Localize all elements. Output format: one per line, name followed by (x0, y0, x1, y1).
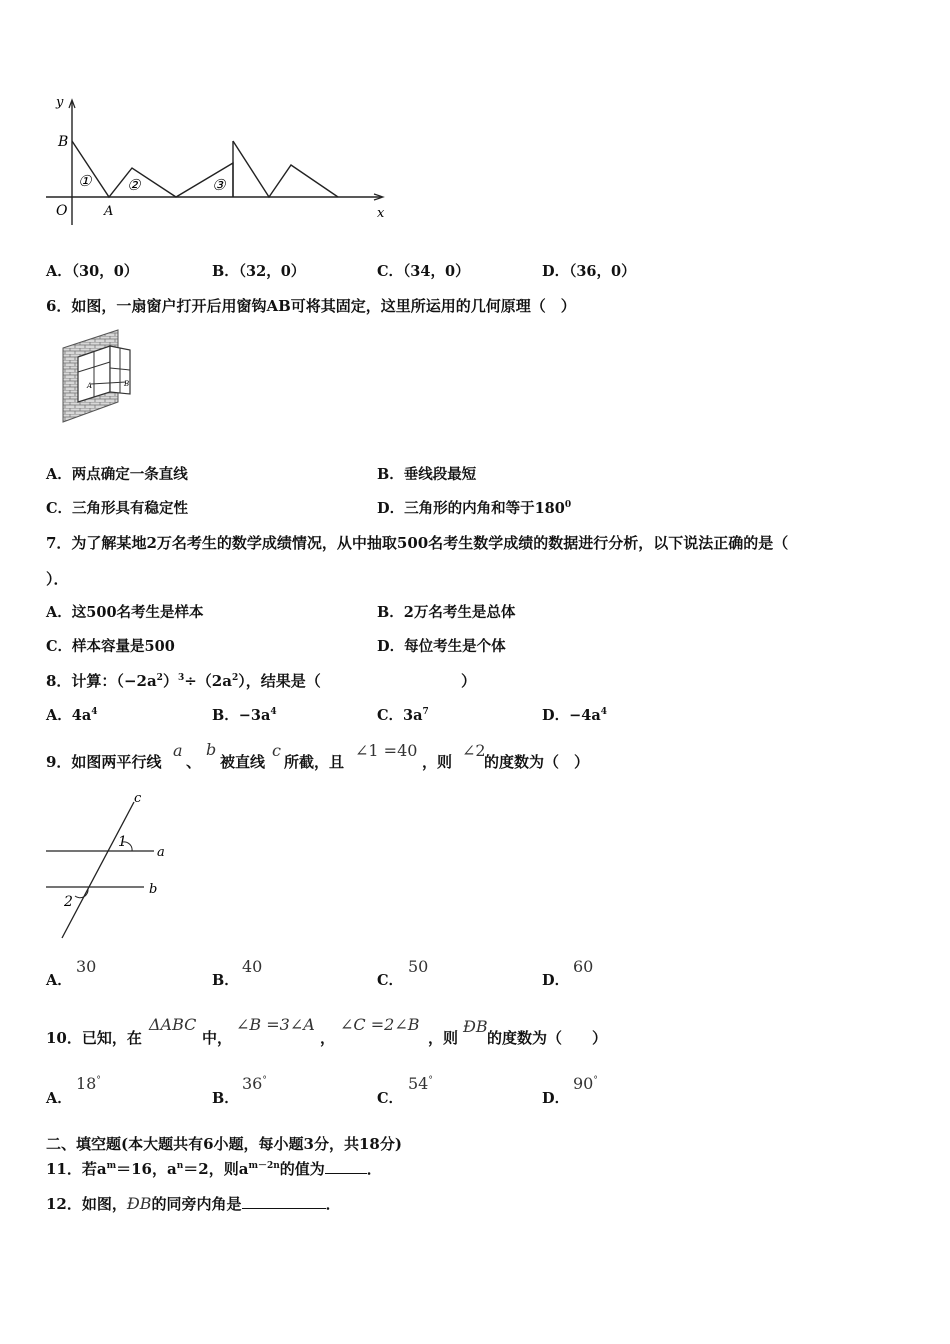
q5-option-b[interactable] (212, 260, 305, 281)
q9-angle2: ∠2 (462, 741, 486, 760)
exponent: 2 (156, 673, 163, 683)
exponent: m (106, 1161, 117, 1171)
option-text: 三角形的内角和等于180 (404, 500, 565, 517)
q9-var-c: c (272, 741, 281, 760)
q9-stem-e: 的度数为（ ） (484, 753, 590, 771)
q9-option-c-value: 50 (408, 957, 429, 976)
q10-stem-a: 10．已知，在 (46, 1029, 142, 1047)
q9-var-b: b (206, 740, 217, 759)
q12-part: ． (325, 1195, 341, 1213)
exponent: 2 (231, 673, 239, 683)
graph-a-label: A (104, 204, 114, 219)
q7-stem-line1: 7．为了解某地2万名考生的数学成绩情况，从中抽取500名考生数学成绩的数据进行分析，以下说法正确的是（ (46, 534, 789, 552)
q5-option-a[interactable] (46, 260, 138, 281)
option-text: −3a (238, 707, 271, 724)
q9-angle1: ∠1 =40 (355, 741, 418, 760)
graph-x-label: x (377, 206, 385, 221)
option-text: 2万名考生是总体 (403, 604, 516, 621)
q10-cond1: ∠B =3∠A (236, 1015, 315, 1034)
q8-option-b[interactable] (212, 704, 277, 725)
option-text: 4a (71, 707, 92, 724)
exponent: n (176, 1161, 184, 1171)
q7-option-a[interactable] (46, 601, 204, 622)
exponent: 4 (270, 707, 277, 718)
q9-var-a: a (173, 741, 183, 760)
q9-option-d[interactable]: D． (542, 972, 570, 989)
q6-window-figure (58, 330, 148, 425)
option-text: 36 (242, 1074, 263, 1093)
q12-line (46, 1193, 341, 1214)
q6-option-a[interactable] (46, 463, 188, 484)
option-text: （36，0） (569, 263, 636, 280)
graph-region-2: ② (127, 176, 141, 194)
degree-sup: ° (428, 1075, 433, 1086)
window-label-a: A (87, 382, 93, 390)
option-text: 垂线段最短 (403, 466, 477, 483)
degree-sup: ° (262, 1075, 267, 1086)
graph-region-3: ③ (212, 176, 226, 194)
q10-option-a-value (76, 1074, 101, 1093)
q10-angle-b: ÐB (463, 1017, 488, 1036)
option-text: （34，0） (403, 263, 470, 280)
q8-stem-part: 8．计算：（−2a (46, 672, 157, 690)
option-letter: A． (46, 466, 72, 483)
option-letter: B． (212, 263, 239, 280)
option-text: 90 (573, 1074, 594, 1093)
q6-stem: 6．如图，一扇窗户打开后用窗钩AB可将其固定，这里所运用的几何原理（ ） (46, 297, 576, 315)
q10-option-d-value (573, 1074, 598, 1093)
option-text: 这500名考生是样本 (71, 604, 204, 621)
option-letter: C． (377, 263, 404, 280)
q11-line (46, 1158, 382, 1179)
q12-part: 的同旁内角是 (151, 1195, 242, 1213)
q9-option-a-value: 30 (76, 957, 97, 976)
option-text: （30，0） (71, 263, 139, 280)
q10-option-a[interactable]: A． (46, 1090, 72, 1107)
q9-option-c[interactable]: C． (377, 972, 404, 989)
q10-option-b-value (242, 1074, 267, 1093)
q8-stem-close: ） (461, 672, 477, 690)
q11-answer-blank[interactable] (325, 1159, 367, 1174)
degree-sup: ° (96, 1075, 101, 1086)
q7-option-c[interactable] (46, 635, 175, 656)
angle-2-label: 2 (64, 894, 73, 910)
option-text: −4a (569, 707, 601, 724)
q9-option-b-value: 40 (242, 957, 263, 976)
option-letter: D． (377, 500, 405, 517)
q11-part: 的值为 (279, 1160, 325, 1178)
option-text: 样本容量是500 (72, 638, 175, 655)
option-letter: C． (46, 638, 73, 655)
option-letter: D． (377, 638, 405, 655)
degree-sup: 0 (564, 500, 572, 511)
graph-region-1: ① (78, 172, 92, 190)
q7-option-d[interactable] (377, 635, 506, 656)
q9-stem-a: 9．如图两平行线 (46, 753, 162, 771)
option-text: （32，0） (238, 263, 306, 280)
q10-triangle: ΔABC (149, 1015, 197, 1034)
option-text: 三角形具有稳定性 (72, 500, 189, 517)
q11-part: 11．若a (46, 1160, 107, 1178)
angle-1-label: 1 (118, 834, 127, 850)
option-letter: D． (542, 707, 570, 724)
exponent: 3 (177, 673, 185, 683)
q12-part: 12．如图， (46, 1195, 127, 1213)
q7-option-b[interactable] (377, 601, 515, 622)
q12-angle-b: ÐB (126, 1194, 152, 1213)
option-text: 两点确定一条直线 (71, 466, 188, 483)
q5-graph (40, 92, 400, 232)
q10-cond2: ∠C =2∠B (340, 1015, 420, 1034)
q6-option-d[interactable] (377, 497, 571, 518)
option-letter: A． (46, 604, 72, 621)
exponent: 4 (600, 707, 607, 718)
option-text: 54 (408, 1074, 429, 1093)
graph-b-label: B (58, 134, 69, 150)
option-text: 3a (403, 707, 423, 724)
q9-stem-b: 被直线 (220, 753, 266, 771)
graph-origin-label: O (56, 203, 68, 219)
q10-option-d[interactable]: D． (542, 1090, 570, 1107)
exponent: 4 (91, 707, 98, 718)
option-text: 18 (76, 1074, 97, 1093)
q9-option-b[interactable]: B． (212, 972, 239, 989)
option-letter: A． (46, 263, 72, 280)
option-letter: C． (377, 707, 404, 724)
q10-option-b[interactable]: B． (212, 1090, 239, 1107)
q8-option-a[interactable] (46, 704, 98, 725)
degree-sup: ° (593, 1075, 598, 1086)
q8-stem-part: ÷（2a (184, 672, 232, 690)
q10-option-c[interactable]: C． (377, 1090, 404, 1107)
q11-part: ． (366, 1160, 382, 1178)
q12-answer-blank[interactable] (242, 1194, 326, 1209)
q9-sep: 、 (186, 753, 202, 771)
option-letter: B． (212, 707, 239, 724)
window-label-b: B (124, 380, 130, 388)
q6-option-c[interactable] (46, 497, 188, 518)
option-letter: B． (377, 466, 404, 483)
q8-option-d[interactable] (542, 704, 607, 725)
q9-parallel-lines-figure (44, 790, 184, 945)
q8-stem (46, 670, 321, 691)
q7-stem-line2: ）． (46, 570, 69, 588)
q8-stem-part: ），结果是（ (238, 672, 321, 690)
option-letter: C． (46, 500, 73, 517)
q9-stem-c: 所截，且 (284, 753, 345, 771)
option-letter: A． (46, 707, 72, 724)
q6-option-b[interactable] (377, 463, 476, 484)
q8-stem-part: ） (162, 672, 178, 690)
q11-part: ＝2，则a (183, 1160, 249, 1178)
q5-option-c[interactable] (377, 260, 470, 281)
section-2-heading: 二、填空题(本大题共有6小题，每小题3分，共18分) (46, 1135, 402, 1153)
q10-option-c-value (408, 1074, 433, 1093)
q5-option-d[interactable] (542, 260, 636, 281)
graph-y-label: y (56, 95, 64, 110)
line-a-label: a (157, 845, 165, 860)
option-text: 每位考生是个体 (404, 638, 506, 655)
q11-part: ＝16，a (116, 1160, 177, 1178)
q10-comma: ， (320, 1029, 336, 1047)
q9-option-a[interactable]: A． (46, 972, 72, 989)
q9-option-d-value: 60 (573, 957, 594, 976)
exponent: m－2n (248, 1161, 280, 1171)
q10-stem-b: 中， (202, 1029, 233, 1047)
q10-stem-c: ，则 (428, 1029, 459, 1047)
exponent: 7 (422, 707, 429, 718)
line-c-label: c (134, 791, 142, 806)
q9-stem-d: ，则 (422, 753, 453, 771)
option-letter: D． (542, 263, 570, 280)
q8-option-c[interactable] (377, 704, 429, 725)
option-letter: B． (377, 604, 404, 621)
line-b-label: b (149, 882, 158, 897)
q10-stem-d: 的度数为（ ） (487, 1029, 608, 1047)
